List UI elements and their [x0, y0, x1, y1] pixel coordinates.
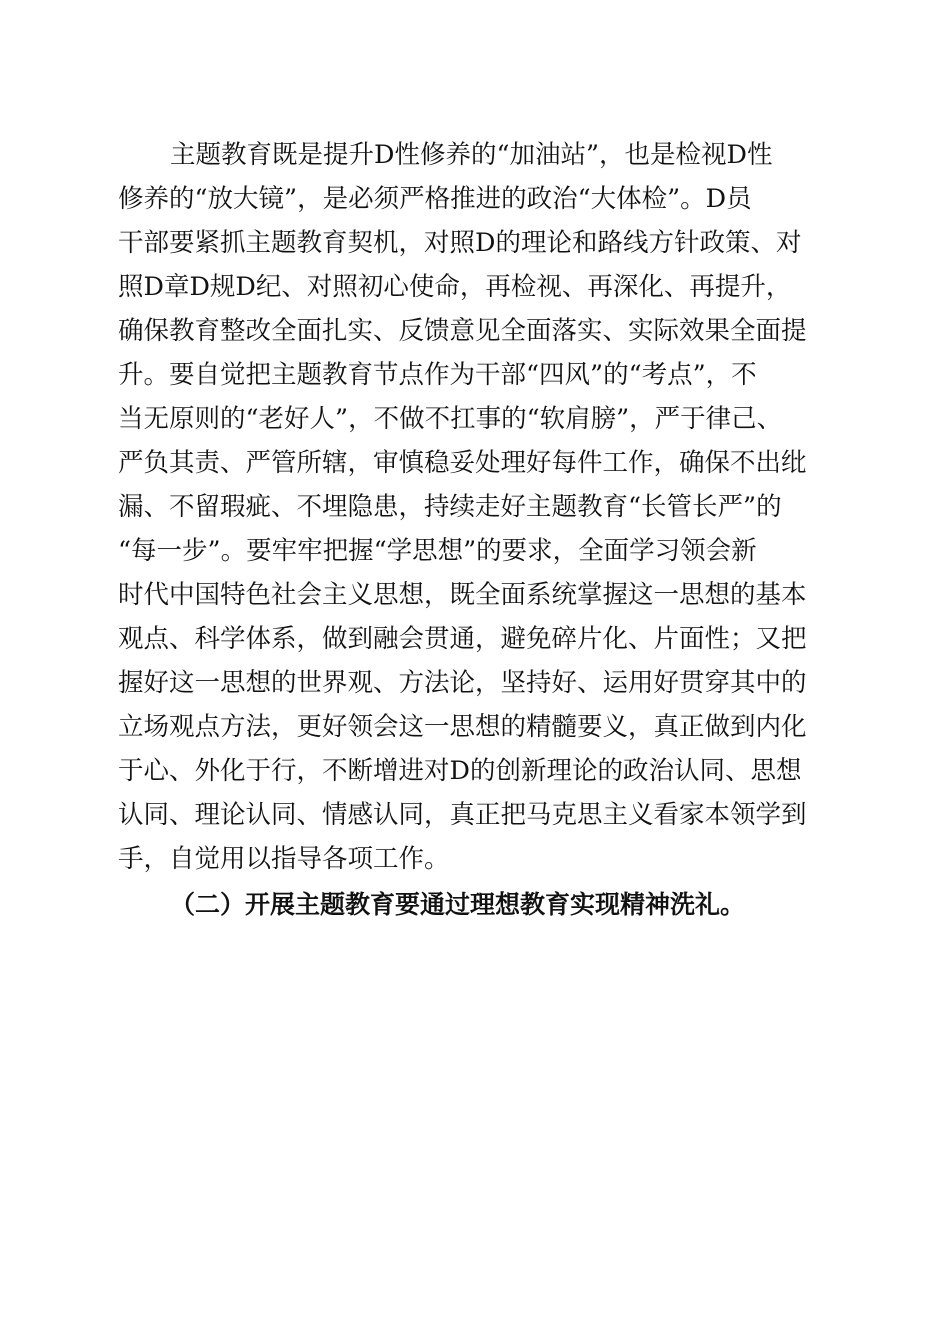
paragraph-line: 于心、外化于行，不断增进对D的创新理论的政治认同、思想	[118, 756, 802, 786]
paragraph-line: 观点、科学体系，做到融会贯通，避免碎片化、片面性；又把	[118, 624, 807, 654]
paragraph-line: 手，自觉用以指导各项工作。	[118, 844, 450, 874]
paragraph-line: 漏、不留瑕疵、不埋隐患，持续走好主题教育“长管长严”的	[118, 492, 782, 522]
paragraph-line: 照D章D规D纪、对照初心使命，再检视、再深化、再提升，	[118, 272, 792, 302]
body-paragraph	[118, 133, 818, 881]
paragraph-line: 严负其责、严管所辖，审慎稳妥处理好每件工作，确保不出纰	[118, 448, 807, 478]
paragraph-line: 当无原则的“老好人”，不做不扛事的“软肩膀”，严于律己、	[118, 404, 783, 434]
paragraph-line: 干部要紧抓主题教育契机，对照D的理论和路线方针政策、对	[118, 228, 802, 258]
paragraph-line: 主题教育既是提升D性修养的“加油站”，也是检视D性	[170, 140, 773, 170]
paragraph-line: 认同、理论认同、情感认同，真正把马克思主义看家本领学到	[118, 800, 807, 830]
section-heading: （二）开展主题教育要通过理想教育实现精神洗礼。	[170, 890, 746, 919]
paragraph-line: 时代中国特色社会主义思想，既全面系统掌握这一思想的基本	[118, 580, 807, 610]
document-body	[118, 133, 818, 927]
paragraph-line: 升。要自觉把主题教育节点作为干部“四风”的“考点”，不	[118, 360, 757, 390]
paragraph-line: 确保教育整改全面扎实、反馈意见全面落实、实际效果全面提	[118, 316, 807, 346]
paragraph-line: 握好这一思想的世界观、方法论，坚持好、运用好贯穿其中的	[118, 668, 807, 698]
paragraph-line: 立场观点方法，更好领会这一思想的精髓要义，真正做到内化	[118, 712, 807, 742]
paragraph-line: “每一步”。要牢牢把握“学思想”的要求，全面学习领会新	[118, 536, 757, 566]
paragraph-line: 修养的“放大镜”，是必须严格推进的政治“大体检”。D员	[118, 184, 752, 214]
